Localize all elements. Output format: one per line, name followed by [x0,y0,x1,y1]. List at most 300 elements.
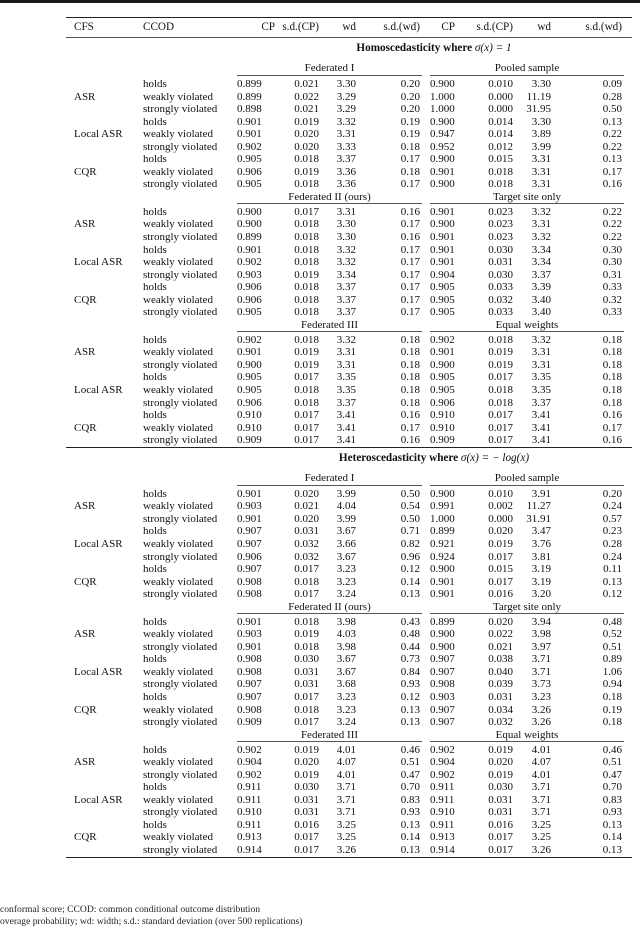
sdcp-right-cell: 0.020 [488,525,513,538]
header-wd-left: wd [342,21,356,33]
sdwd-left-cell: 0.17 [400,256,420,269]
sdwd-right-cell: 0.57 [602,512,622,525]
sdwd-left-cell: 0.18 [400,358,420,371]
cfs-cell: ASR [74,218,96,231]
ccod-cell: holds [143,487,167,500]
cp-left-cell: 0.901 [237,615,262,628]
ccod-cell: weakly violated [143,831,213,844]
table-row [66,563,632,576]
sdwd-left-cell: 0.47 [400,768,420,781]
cp-left-cell: 0.903 [237,268,262,281]
sdwd-left-cell: 0.93 [400,678,420,691]
sdwd-left-cell: 0.83 [400,793,420,806]
cp-left-cell: 0.905 [237,178,262,191]
sdwd-left-cell: 0.13 [400,818,420,831]
sdcp-right-cell: 0.033 [488,281,513,294]
table-row [66,306,632,319]
sdwd-right-cell: 0.51 [602,640,622,653]
ccod-cell: weakly violated [143,421,213,434]
table-row [66,281,632,294]
sdcp-right-cell: 0.010 [488,487,513,500]
sdwd-left-cell: 0.17 [400,153,420,166]
cp-right-cell: 0.907 [430,716,455,729]
cp-right-cell: 0.924 [430,550,455,563]
sdwd-right-cell: 0.33 [602,306,622,319]
sdwd-right-cell: 0.13 [602,818,622,831]
method-underline-right [430,613,624,614]
sdwd-right-cell: 0.70 [602,781,622,794]
wd-left-cell: 3.24 [336,716,356,729]
wd-right-cell: 3.40 [531,306,551,319]
table-row [66,409,632,422]
wd-right-cell: 31.91 [526,512,551,525]
wd-right-cell: 3.35 [531,384,551,397]
cp-right-cell: 0.903 [430,690,455,703]
wd-right-cell: 3.97 [531,640,551,653]
cfs-cell: Local ASR [74,128,123,141]
table-row [66,769,632,782]
ccod-cell: holds [143,525,167,538]
table-row [66,359,632,372]
cp-left-cell: 0.913 [237,831,262,844]
sdwd-left-cell: 0.82 [400,537,420,550]
wd-right-cell: 3.26 [531,843,551,856]
cfs-cell: CQR [74,831,97,844]
ccod-cell: strongly violated [143,358,218,371]
method-label-right: Target site only [492,190,562,203]
sdwd-right-cell: 0.19 [602,703,622,716]
table-row [66,794,632,807]
sdcp-right-cell: 0.016 [488,818,513,831]
sdcp-right-cell: 0.018 [488,396,513,409]
cp-left-cell: 0.902 [237,140,262,153]
sdwd-left-cell: 0.18 [400,396,420,409]
cp-right-cell: 0.900 [430,115,455,128]
wd-right-cell: 3.25 [531,831,551,844]
wd-left-cell: 4.07 [336,756,356,769]
wd-left-cell: 3.29 [336,90,356,103]
method-group-header [66,319,632,334]
header-sdcp-left: s.d.(CP) [282,21,319,33]
wd-right-cell: 3.89 [531,128,551,141]
sdcp-left-cell: 0.019 [294,768,319,781]
cp-left-cell: 0.907 [237,690,262,703]
method-label-left: Federated III [300,728,359,741]
table-row [66,128,632,141]
sdwd-left-cell: 0.96 [400,550,420,563]
wd-left-cell: 3.35 [336,384,356,397]
sdwd-left-cell: 0.16 [400,205,420,218]
sdwd-right-cell: 0.13 [602,843,622,856]
sdwd-left-cell: 0.18 [400,165,420,178]
wd-right-cell: 4.07 [531,756,551,769]
method-group-header [66,729,632,744]
wd-left-cell: 3.37 [336,293,356,306]
wd-right-cell: 3.91 [531,487,551,500]
sdwd-right-cell: 0.18 [602,384,622,397]
sdwd-left-cell: 0.18 [400,333,420,346]
sdwd-left-cell: 0.50 [400,512,420,525]
sdcp-right-cell: 0.019 [488,768,513,781]
cfs-cell: CQR [74,293,97,306]
table-row [66,269,632,282]
cfs-cell: ASR [74,90,96,103]
sdwd-left-cell: 0.20 [400,90,420,103]
sdcp-right-cell: 0.015 [488,153,513,166]
ccod-cell: strongly violated [143,178,218,191]
sdwd-right-cell: 0.18 [602,716,622,729]
cp-left-cell: 0.910 [237,806,262,819]
wd-right-cell: 3.31 [531,358,551,371]
ccod-cell: weakly violated [143,628,213,641]
sdwd-left-cell: 0.84 [400,665,420,678]
sdcp-left-cell: 0.018 [294,281,319,294]
table-row [66,744,632,757]
wd-left-cell: 3.41 [336,421,356,434]
sdcp-right-cell: 0.032 [488,293,513,306]
wd-left-cell: 3.31 [336,346,356,359]
sdwd-left-cell: 0.18 [400,346,420,359]
cp-left-cell: 0.901 [237,640,262,653]
sdcp-left-cell: 0.019 [294,358,319,371]
sdcp-right-cell: 0.010 [488,78,513,90]
sdcp-left-cell: 0.018 [294,218,319,231]
wd-left-cell: 3.32 [336,256,356,269]
sdcp-right-cell: 0.018 [488,384,513,397]
cp-left-cell: 0.909 [237,434,262,447]
table-row [66,218,632,231]
cfs-cell: CQR [74,421,97,434]
table-row [66,231,632,244]
header-cp-left: CP [261,21,275,33]
cp-right-cell: 0.900 [430,487,455,500]
sdcp-left-cell: 0.019 [294,268,319,281]
cfs-cell: Local ASR [74,256,123,269]
table-row [66,384,632,397]
sdwd-left-cell: 0.17 [400,281,420,294]
wd-right-cell: 3.71 [531,793,551,806]
cp-left-cell: 0.906 [237,293,262,306]
sdcp-left-cell: 0.017 [294,409,319,422]
sdcp-left-cell: 0.032 [294,550,319,563]
ccod-cell: holds [143,653,167,666]
table-row [66,616,632,629]
sdwd-left-cell: 0.17 [400,306,420,319]
wd-right-cell: 3.19 [531,563,551,576]
header-ccod: CCOD [143,21,175,33]
cp-right-cell: 0.908 [430,678,455,691]
cp-right-cell: 0.901 [430,205,455,218]
wd-left-cell: 3.23 [336,690,356,703]
cp-left-cell: 0.901 [237,346,262,359]
sdcp-left-cell: 0.018 [294,306,319,319]
ccod-cell: strongly violated [143,140,218,153]
cp-left-cell: 0.904 [237,756,262,769]
sdwd-right-cell: 0.52 [602,628,622,641]
cp-right-cell: 0.900 [430,178,455,191]
section-title-formula: σ(x) = 1 [474,42,512,54]
wd-left-cell: 4.04 [336,500,356,513]
sdcp-right-cell: 0.000 [488,512,513,525]
wd-right-cell: 3.76 [531,537,551,550]
ccod-cell: strongly violated [143,103,218,116]
section-title-formula: σ(x) = − log(x) [460,451,530,464]
sdwd-right-cell: 0.22 [602,231,622,244]
ccod-cell: weakly violated [143,793,213,806]
table-row [66,831,632,844]
method-label-left: Federated III [300,318,359,331]
sdwd-left-cell: 0.13 [400,588,420,601]
cp-left-cell: 0.906 [237,550,262,563]
cfs-cell: ASR [74,628,96,641]
wd-left-cell: 3.31 [336,358,356,371]
sdcp-left-cell: 0.017 [294,205,319,218]
method-underline-right [430,203,624,204]
wd-right-cell: 3.26 [531,716,551,729]
sdcp-right-cell: 0.012 [488,140,513,153]
sdwd-right-cell: 0.18 [602,358,622,371]
table-row [66,153,632,166]
cp-left-cell: 0.911 [237,781,262,794]
wd-left-cell: 3.99 [336,512,356,525]
wd-right-cell: 3.32 [531,231,551,244]
table-row [66,371,632,384]
table-row [66,346,632,359]
wd-left-cell: 3.67 [336,525,356,538]
sdcp-left-cell: 0.018 [294,575,319,588]
table-row [66,256,632,269]
method-underline-right [430,485,624,486]
ccod-cell: strongly violated [143,268,218,281]
sdcp-right-cell: 0.033 [488,306,513,319]
cp-right-cell: 0.910 [430,806,455,819]
ccod-cell: weakly violated [143,537,213,550]
sdwd-right-cell: 0.09 [602,78,622,90]
ccod-cell: weakly violated [143,665,213,678]
wd-right-cell: 3.30 [531,115,551,128]
sdcp-right-cell: 0.018 [488,178,513,191]
sdcp-right-cell: 0.019 [488,346,513,359]
ccod-cell: strongly violated [143,550,218,563]
wd-right-cell: 3.31 [531,178,551,191]
sdcp-right-cell: 0.020 [488,756,513,769]
sdcp-right-cell: 0.030 [488,268,513,281]
sdcp-left-cell: 0.020 [294,512,319,525]
cp-left-cell: 0.905 [237,371,262,384]
cp-right-cell: 0.913 [430,831,455,844]
cfs-cell: ASR [74,346,96,359]
sdwd-left-cell: 0.73 [400,653,420,666]
cp-right-cell: 0.900 [430,358,455,371]
wd-right-cell: 3.37 [531,396,551,409]
wd-left-cell: 3.99 [336,487,356,500]
sdwd-right-cell: 0.13 [602,153,622,166]
wd-left-cell: 3.98 [336,640,356,653]
ccod-cell: weakly violated [143,293,213,306]
wd-right-cell: 31.95 [526,103,551,116]
wd-right-cell: 3.26 [531,703,551,716]
wd-right-cell: 3.71 [531,665,551,678]
cp-left-cell: 0.907 [237,678,262,691]
ccod-cell: weakly violated [143,384,213,397]
cfs-cell: Local ASR [74,665,123,678]
cp-right-cell: 0.901 [430,165,455,178]
table-row [66,691,632,704]
cp-left-cell: 0.899 [237,90,262,103]
cp-left-cell: 0.908 [237,653,262,666]
method-group-header [66,469,632,488]
wd-right-cell: 3.41 [531,421,551,434]
sdcp-left-cell: 0.020 [294,487,319,500]
cfs-cell: Local ASR [74,793,123,806]
sdwd-left-cell: 0.14 [400,831,420,844]
method-label-left: Federated I [304,471,355,484]
sdwd-left-cell: 0.93 [400,806,420,819]
table-row [66,819,632,832]
cp-right-cell: 0.905 [430,384,455,397]
method-underline-left [237,741,422,742]
table-row [66,244,632,257]
wd-left-cell: 4.01 [336,743,356,756]
ccod-cell: holds [143,281,167,294]
ccod-cell: weakly violated [143,128,213,141]
method-group-header [66,601,632,616]
sdcp-right-cell: 0.021 [488,640,513,653]
wd-right-cell: 3.31 [531,153,551,166]
sdcp-left-cell: 0.017 [294,563,319,576]
ccod-cell: strongly violated [143,806,218,819]
sdwd-right-cell: 0.28 [602,537,622,550]
sdwd-right-cell: 0.31 [602,268,622,281]
sdwd-right-cell: 0.17 [602,165,622,178]
wd-left-cell: 3.68 [336,678,356,691]
method-label-right: Equal weights [495,728,559,741]
sdwd-left-cell: 0.17 [400,243,420,256]
wd-right-cell: 4.01 [531,768,551,781]
wd-right-cell: 3.32 [531,333,551,346]
sdwd-right-cell: 0.13 [602,115,622,128]
cfs-cell: Local ASR [74,537,123,550]
sdcp-left-cell: 0.017 [294,843,319,856]
sdcp-right-cell: 0.038 [488,653,513,666]
cp-right-cell: 0.910 [430,409,455,422]
header-sdcp-right: s.d.(CP) [476,21,513,33]
sdwd-right-cell: 0.22 [602,140,622,153]
wd-right-cell: 3.99 [531,140,551,153]
sdcp-left-cell: 0.031 [294,793,319,806]
table-row [66,166,632,179]
cp-right-cell: 0.901 [430,588,455,601]
wd-right-cell: 3.41 [531,409,551,422]
cp-left-cell: 0.906 [237,396,262,409]
sdwd-left-cell: 0.70 [400,781,420,794]
sdcp-right-cell: 0.017 [488,575,513,588]
sdcp-right-cell: 0.031 [488,793,513,806]
table-row [66,666,632,679]
wd-right-cell: 3.41 [531,434,551,447]
sdwd-right-cell: 0.16 [602,178,622,191]
sdwd-right-cell: 0.17 [602,421,622,434]
wd-left-cell: 3.30 [336,218,356,231]
cp-left-cell: 0.899 [237,78,262,90]
wd-right-cell: 11.27 [526,500,551,513]
sdwd-right-cell: 0.18 [602,346,622,359]
ccod-cell: strongly violated [143,434,218,447]
sdcp-right-cell: 0.000 [488,90,513,103]
cp-left-cell: 0.901 [237,243,262,256]
sdwd-left-cell: 0.19 [400,115,420,128]
sdwd-right-cell: 0.18 [602,333,622,346]
wd-left-cell: 3.24 [336,588,356,601]
wd-left-cell: 3.37 [336,306,356,319]
header-wd-right: wd [537,21,551,33]
sdwd-right-cell: 0.13 [602,575,622,588]
sdcp-left-cell: 0.019 [294,165,319,178]
sdcp-right-cell: 0.031 [488,806,513,819]
sdcp-right-cell: 0.017 [488,409,513,422]
cp-right-cell: 1.000 [430,512,455,525]
sdwd-right-cell: 0.83 [602,793,622,806]
wd-right-cell: 3.34 [531,243,551,256]
sdcp-left-cell: 0.016 [294,818,319,831]
method-underline-left [237,75,422,76]
cp-left-cell: 0.900 [237,358,262,371]
wd-left-cell: 3.71 [336,793,356,806]
sdcp-left-cell: 0.017 [294,421,319,434]
ccod-cell: holds [143,115,167,128]
sdwd-left-cell: 0.17 [400,293,420,306]
sdcp-right-cell: 0.017 [488,434,513,447]
sdcp-left-cell: 0.018 [294,231,319,244]
cp-left-cell: 0.901 [237,128,262,141]
sdwd-left-cell: 0.71 [400,525,420,538]
sdcp-right-cell: 0.017 [488,831,513,844]
cp-right-cell: 0.911 [430,781,455,794]
sdwd-right-cell: 0.16 [602,434,622,447]
page-top-border [0,0,640,3]
sdwd-left-cell: 0.12 [400,563,420,576]
sdwd-left-cell: 0.17 [400,178,420,191]
cp-left-cell: 0.900 [237,218,262,231]
sdcp-left-cell: 0.020 [294,128,319,141]
table-row [66,525,632,538]
cp-left-cell: 0.901 [237,115,262,128]
header-cfs: CFS [74,21,94,33]
sdcp-left-cell: 0.018 [294,703,319,716]
sdcp-left-cell: 0.018 [294,384,319,397]
wd-right-cell: 3.81 [531,550,551,563]
sdcp-left-cell: 0.017 [294,831,319,844]
cp-left-cell: 0.910 [237,409,262,422]
cp-left-cell: 0.907 [237,563,262,576]
ccod-cell: holds [143,371,167,384]
section-title [66,38,632,59]
cp-right-cell: 0.901 [430,256,455,269]
wd-left-cell: 3.23 [336,703,356,716]
sdwd-right-cell: 0.30 [602,256,622,269]
cp-right-cell: 0.901 [430,346,455,359]
table-row [66,488,632,501]
wd-left-cell: 3.67 [336,550,356,563]
sdwd-left-cell: 0.16 [400,434,420,447]
sdcp-left-cell: 0.018 [294,333,319,346]
wd-left-cell: 3.26 [336,843,356,856]
sdwd-right-cell: 0.23 [602,525,622,538]
header-sdwd-left: s.d.(wd) [383,21,420,33]
method-underline-left [237,613,422,614]
cp-right-cell: 0.904 [430,756,455,769]
wd-left-cell: 3.37 [336,281,356,294]
